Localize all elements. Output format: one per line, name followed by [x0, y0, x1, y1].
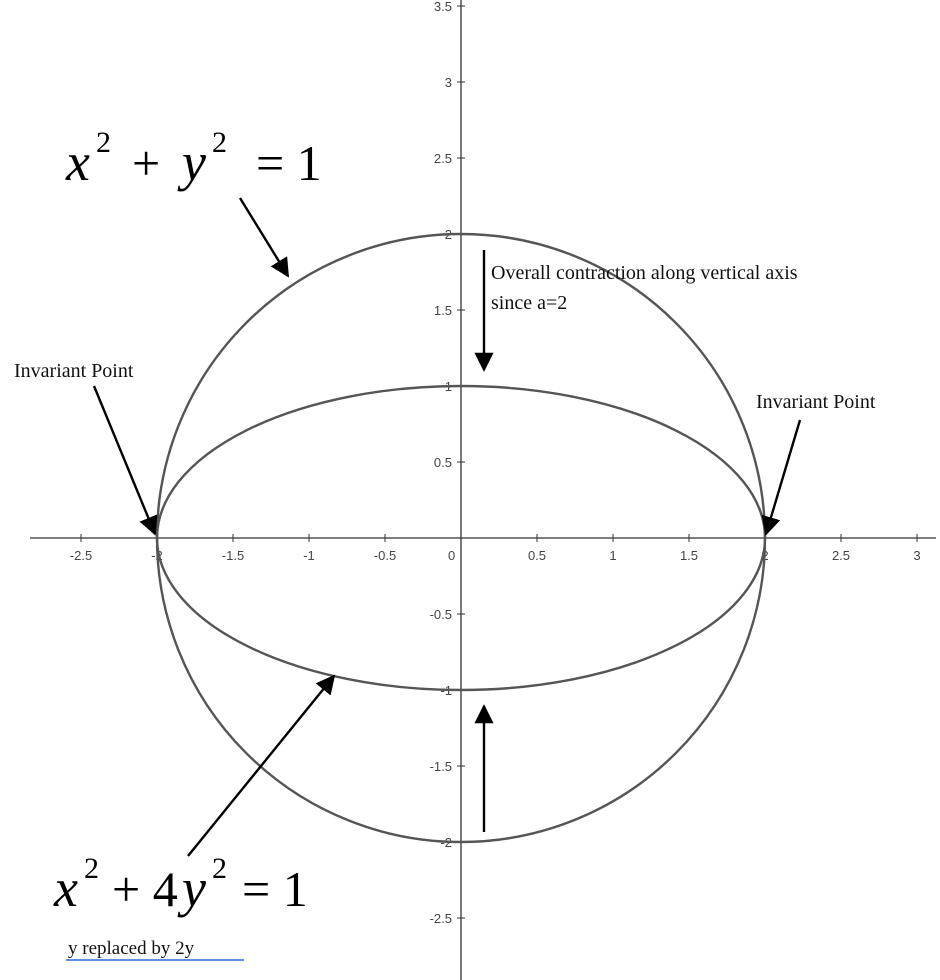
ellipse-eq-plus-four: + 4	[112, 861, 178, 917]
circle-eq-rhs: = 1	[256, 135, 322, 191]
x-tick-label: 2	[761, 548, 769, 563]
contraction-label-line1: Overall contraction along vertical axis	[491, 262, 798, 284]
circle-eq-y: y	[182, 132, 206, 192]
x-tick-label: -2	[151, 548, 163, 563]
x-tick-label: -2.5	[69, 548, 93, 563]
x-tick-label: -1	[303, 548, 315, 563]
x-tick-label: 0.5	[527, 548, 547, 563]
arrow-to-invariant-right	[766, 420, 800, 534]
ellipse-eq-x: x	[54, 858, 78, 918]
x-tick-label: -1.5	[221, 548, 245, 563]
annotation-arrows	[94, 198, 800, 856]
invariant-point-left-label: Invariant Point	[14, 360, 134, 382]
x-tick-label: 1.5	[679, 548, 699, 563]
y-tick-label: -2	[440, 835, 452, 850]
invariant-point-right-label: Invariant Point	[756, 391, 876, 413]
arrow-to-circle	[240, 198, 288, 276]
ellipse-eq-x-exponent: 2	[84, 852, 99, 885]
ellipse-eq-rhs: = 1	[242, 861, 308, 917]
y-tick-label: 3	[444, 75, 452, 90]
y-tick-label: 3.5	[433, 0, 452, 14]
x-tick-label: 1	[609, 548, 617, 563]
y-tick-label: 1	[444, 379, 452, 394]
arrow-to-invariant-left	[94, 386, 155, 534]
y-axis-ticks	[430, 0, 465, 926]
replaced-note: y replaced by 2y	[68, 938, 195, 959]
arrow-to-ellipse	[188, 676, 334, 856]
circle-eq-x-exponent: 2	[96, 126, 111, 159]
ellipse-eq-y-exponent: 2	[212, 852, 227, 885]
x-tick-label: -0.5	[373, 548, 397, 563]
x-tick-label: 3	[913, 548, 921, 563]
axes	[30, 0, 936, 980]
y-tick-label: 2.5	[433, 151, 452, 166]
circle-eq-plus: +	[132, 135, 161, 191]
ellipse-equation	[53, 852, 308, 918]
circle-equation	[65, 126, 322, 192]
x-tick-label-0: 0	[448, 548, 456, 563]
y-tick-label: -2.5	[429, 911, 452, 926]
ellipse-eq-y: y	[182, 858, 206, 918]
circle-eq-y-exponent: 2	[212, 126, 227, 159]
y-tick-label: -0.5	[429, 607, 452, 622]
x-tick-label: 2.5	[831, 548, 851, 563]
y-tick-label: 2	[444, 227, 452, 242]
y-tick-label: -1	[440, 683, 452, 698]
y-tick-label: -1.5	[429, 759, 452, 774]
y-tick-label: 1.5	[433, 303, 452, 318]
contraction-label-line2: since a=2	[491, 292, 568, 314]
circle-eq-x: x	[66, 132, 90, 192]
y-tick-label: 0.5	[433, 455, 452, 470]
